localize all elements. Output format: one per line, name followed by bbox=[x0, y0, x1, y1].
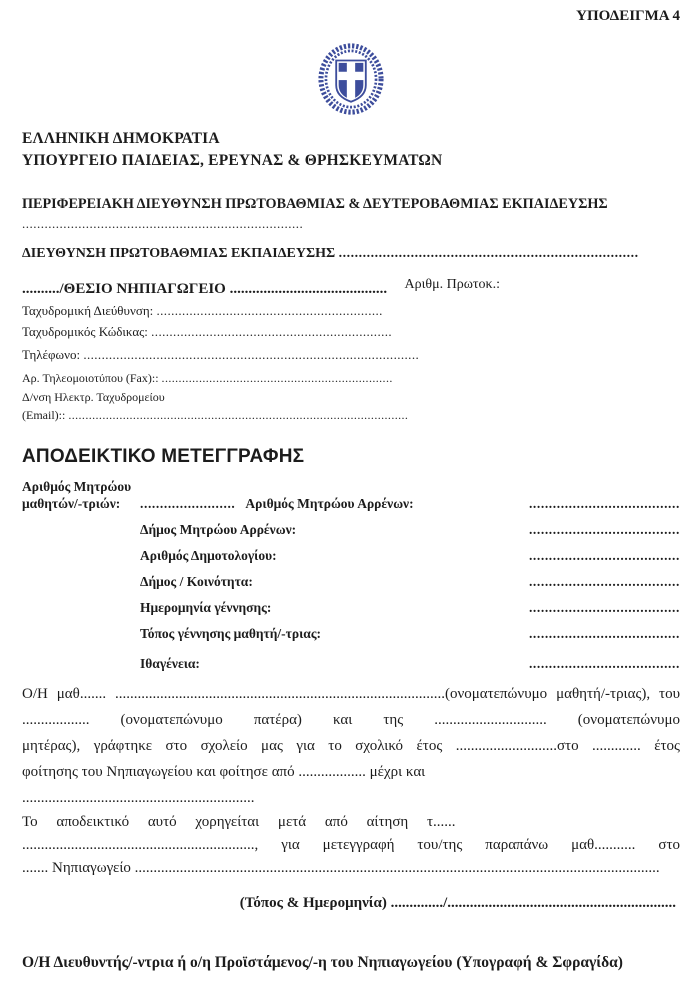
kindergarten-label: /ΘΕΣΙΟ ΝΗΠΙΑΓΩΓΕΙΟ bbox=[59, 281, 230, 297]
municipal-roll-number-blank: ...................................... bbox=[528, 547, 680, 563]
email-label-line2: (Email):: bbox=[22, 408, 69, 422]
municipality-community-blank: ...................................... bbox=[528, 573, 680, 589]
enrollment-paragraph: Ο/Η μαθ....... ........................................................................................(ονοματεπώνυμο μαθητή/-τριας), του .................. (ονοματεπώνυμο πατέρα) και της .............................. (ονοματεπώνυμο μητέρας), γράφτηκε στο σχολείο μας για το σχολικό έτος ...........................στο ............. έτος φοίτησης του Νηπιαγωγείου και φοίτησε από .................. μέχρι και .............................................................. bbox=[22, 685, 680, 806]
email-line2 bbox=[22, 406, 680, 425]
emblem-container bbox=[22, 42, 680, 116]
fax-blank: .................................................................... bbox=[161, 371, 393, 385]
primary-directorate-label: ΔΙΕΥΘΥΝΣΗ ΠΡΩΤΟΒΑΘΜΙΑΣ ΕΚΠΑΙΔΕΥΣΗΣ bbox=[22, 246, 339, 261]
postal-code-label: Ταχυδρομικός Κώδικας: bbox=[22, 324, 152, 339]
field-row-citizenship: Ιθαγένεια: ...................................... bbox=[140, 655, 680, 671]
registry-fields bbox=[22, 478, 680, 672]
email-blank: .................................................................................................... bbox=[68, 408, 409, 422]
field-row-male-registry-municipality: Δήμος Μητρώου Αρρένων: ...................................... bbox=[140, 521, 680, 537]
phone-blank: ............................................................................................ bbox=[83, 347, 420, 362]
hellenic-republic-heading: ΕΛΛΗΝΙΚΗ ΔΗΜΟΚΡΑΤΙΑ bbox=[22, 130, 220, 147]
fax-line bbox=[22, 369, 680, 388]
phone-label: Τηλέφωνο: bbox=[22, 347, 84, 362]
field-row-municipal-roll-number: Αριθμός Δημοτολογίου: ...................................... bbox=[140, 547, 680, 563]
male-registry-number-label: Αριθμός Μητρώου Αρρένων: bbox=[245, 495, 414, 511]
protocol-number-label: Αριθμ. Πρωτοκ.: bbox=[404, 277, 500, 292]
student-registry-label: Αριθμός Μητρώου μαθητών/-τριών: bbox=[22, 478, 132, 511]
email-line1 bbox=[22, 388, 680, 407]
issuance-paragraph: Το αποδεικτικό αυτό χορηγείται μετά από αίτηση τ...... .............................................................., για μετεγγραφή του/της παραπάνω μαθ........... στο ....... Νηπιαγωγείο ............................................................................................................................................ bbox=[22, 813, 680, 876]
email-label-line1: Δ/νση Ηλεκτρ. Ταχυδρομείου bbox=[22, 389, 165, 404]
place-date-line: (Τόπος & Ημερομηνία) ............../............................................................. bbox=[239, 894, 676, 911]
primary-directorate-line bbox=[22, 244, 680, 264]
regional-directorate-heading: ΠΕΡΙΦΕΡΕΙΑΚΗ ΔΙΕΥΘΥΝΣΗ ΠΡΩΤΟΒΑΘΜΙΑΣ & ΔΕΥΤΕΡΟΒΑΘΜΙΑΣ ΕΚΠΑΙΔΕΥΣΗΣ bbox=[22, 196, 608, 212]
kindergarten-name-blank: .......................................... bbox=[229, 281, 388, 297]
citizenship-blank: ...................................... bbox=[528, 655, 680, 671]
field-row-student-registry bbox=[22, 478, 680, 512]
birth-date-blank: ...................................... bbox=[528, 599, 680, 615]
primary-directorate-blank: ........................................................................... bbox=[338, 246, 639, 261]
field-row-municipality-community: Δήμος / Κοινότητα: ...................................... bbox=[140, 573, 680, 589]
kindergarten-size-blank: .......... bbox=[22, 281, 60, 297]
field-row-birth-date: Ημερομηνία γέννησης: ...................................... bbox=[140, 599, 680, 615]
postal-code-blank: .................................................................. bbox=[151, 324, 393, 339]
student-registry-blank: ........................ bbox=[140, 495, 236, 511]
school-protocol-row bbox=[22, 278, 680, 300]
signature-block: Ο/Η Διευθυντής/-ντρια ή ο/η Προϊστάμενος/-η του Νηπιαγωγείου (Υπογραφή & Σφραγίδα) bbox=[22, 953, 623, 971]
postal-address-label: Ταχυδρομική Διεύθυνση: bbox=[22, 303, 157, 318]
template-tag: ΥΠΟΔΕΙΓΜΑ 4 bbox=[576, 8, 680, 24]
kindergarten-name-line bbox=[22, 278, 387, 300]
postal-code-line bbox=[22, 321, 680, 342]
regional-directorate-blank: ........................................................................... bbox=[22, 216, 304, 231]
field-row-birth-place: Τόπος γέννησης μαθητή/-τριας: ...................................... bbox=[140, 625, 680, 641]
phone-line bbox=[22, 344, 680, 365]
coat-of-arms-icon bbox=[311, 42, 391, 116]
male-registry-number-blank: ...................................... bbox=[528, 495, 680, 511]
fax-label: Αρ. Τηλεομοιοτύπου (Fax):: bbox=[22, 371, 162, 385]
ministry-heading: ΥΠΟΥΡΓΕΙΟ ΠΑΙΔΕΙΑΣ, ΕΡΕΥΝΑΣ & ΘΡΗΣΚΕΥΜΑΤΩΝ bbox=[22, 152, 443, 169]
birth-place-blank: ...................................... bbox=[528, 625, 680, 641]
male-registry-municipality-blank: ...................................... bbox=[528, 521, 680, 537]
document-title: ΑΠΟΔΕΙΚΤΙΚΟ ΜΕΤΕΓΓΡΑΦΗΣ bbox=[22, 445, 305, 467]
postal-address-line bbox=[22, 300, 680, 321]
postal-address-blank: .............................................................. bbox=[156, 303, 383, 318]
